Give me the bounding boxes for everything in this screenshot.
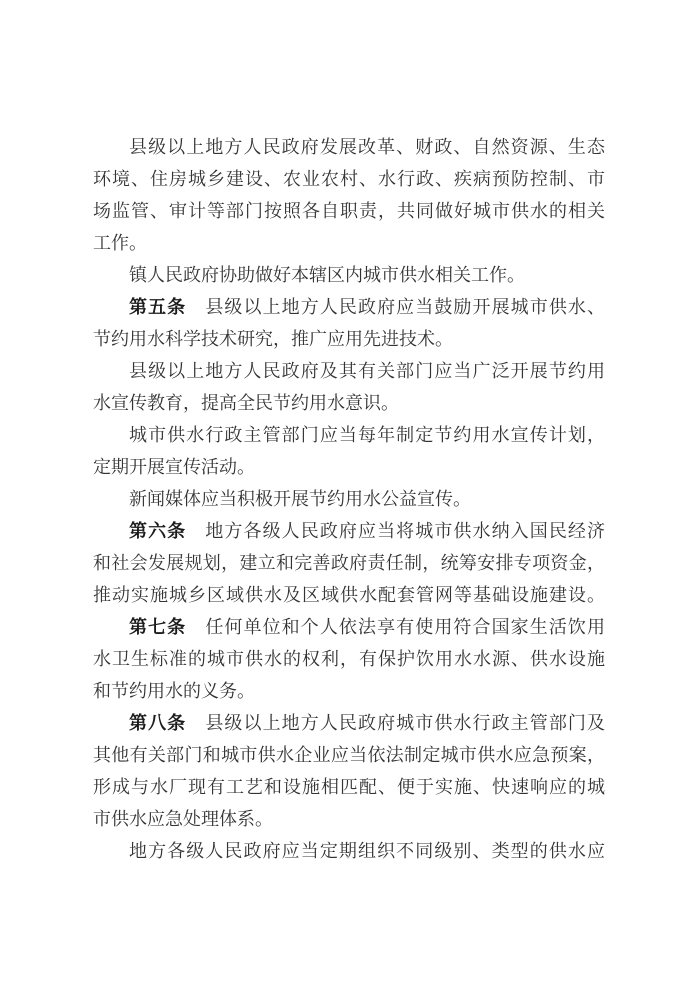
- document-line: [93, 451, 605, 483]
- line-text: 城市供水行政主管部门应当每年制定节约用水宣传计划，: [129, 425, 605, 445]
- document-line: [93, 835, 605, 867]
- document-line: [93, 611, 605, 643]
- line-text: 场监管、审计等部门按照各自职责，共同做好城市供水的相关: [93, 201, 605, 221]
- document-line: [93, 419, 605, 451]
- document-line: [93, 387, 605, 419]
- document-line: [93, 195, 605, 227]
- line-text: 新闻媒体应当积极开展节约用水公益宣传。: [129, 489, 471, 509]
- line-text: 工作。: [93, 233, 147, 253]
- line-text: 地方各级人民政府应当将城市供水纳入国民经济: [186, 521, 605, 541]
- line-text: 县级以上地方人民政府发展改革、财政、自然资源、生态: [129, 137, 605, 157]
- document-line: [93, 579, 605, 611]
- line-text: 县级以上地方人民政府及其有关部门应当广泛开展节约用: [129, 361, 605, 381]
- line-text: 地方各级人民政府应当定期组织不同级别、类型的供水应: [129, 841, 605, 861]
- document-line: [93, 163, 605, 195]
- line-text: 水卫生标准的城市供水的权利，有保护饮用水水源、供水设施: [93, 649, 605, 669]
- line-text: 镇人民政府协助做好本辖区内城市供水相关工作。: [129, 265, 525, 285]
- line-text: 县级以上地方人民政府应当鼓励开展城市供水、: [186, 297, 605, 317]
- line-text: 节约用水科学技术研究，推广应用先进技术。: [93, 329, 453, 349]
- document-line: [93, 483, 605, 515]
- document-line: [93, 739, 605, 771]
- line-text: 和社会发展规划，建立和完善政府责任制，统筹安排专项资金，: [93, 553, 605, 573]
- line-text: 任何单位和个人依法享有使用符合国家生活饮用: [186, 617, 605, 637]
- line-text: 定期开展宣传活动。: [93, 457, 255, 477]
- line-text: 和节约用水的义务。: [93, 681, 255, 701]
- article-number-heading: 第六条: [129, 521, 187, 541]
- document-line: [93, 131, 605, 163]
- document-line: [93, 547, 605, 579]
- document-line: [93, 707, 605, 739]
- line-text: 形成与水厂现有工艺和设施相匹配、便于实施、快速响应的城: [93, 777, 605, 797]
- document-line: [93, 227, 605, 259]
- line-text: 县级以上地方人民政府城市供水行政主管部门及: [186, 713, 605, 733]
- article-number-heading: 第七条: [129, 617, 187, 637]
- document-line: [93, 323, 605, 355]
- document-line: [93, 643, 605, 675]
- document-line: [93, 803, 605, 835]
- document-line: [93, 291, 605, 323]
- line-text: 其他有关部门和城市供水企业应当依法制定城市供水应急预案，: [93, 745, 605, 765]
- article-number-heading: 第五条: [129, 297, 187, 317]
- document-line: [93, 355, 605, 387]
- line-text: 推动实施城乡区域供水及区域供水配套管网等基础设施建设。: [93, 585, 605, 605]
- document-line: [93, 771, 605, 803]
- document-line: [93, 515, 605, 547]
- line-text: 水宣传教育，提高全民节约用水意识。: [93, 393, 399, 413]
- line-text: 环境、住房城乡建设、农业农村、水行政、疾病预防控制、市: [93, 169, 605, 189]
- line-text: 市供水应急处理体系。: [93, 809, 273, 829]
- text-block: [93, 131, 605, 867]
- article-number-heading: 第八条: [129, 713, 187, 733]
- document-line: [93, 259, 605, 291]
- document-line: [93, 675, 605, 707]
